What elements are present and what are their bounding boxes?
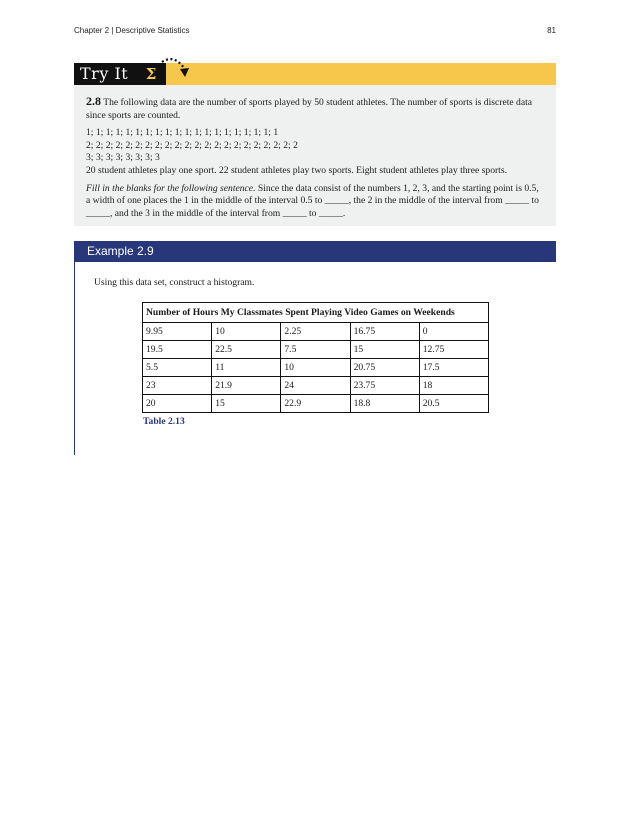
data-summary: 20 student athletes play one sport. 22 student athletes play two sports. Eight student athletes play three sports.: [86, 164, 507, 176]
table-cell: 20.75: [350, 359, 419, 377]
table-row: [143, 377, 489, 395]
table-cell: 20: [143, 395, 212, 413]
example-left-rule: [74, 262, 75, 455]
table-cell: 23.75: [350, 377, 419, 395]
table-cell: 15: [212, 395, 281, 413]
table-row: [143, 341, 489, 359]
try-it-intro: [86, 95, 544, 122]
table-cell: 10: [281, 359, 350, 377]
try-it-box: [74, 85, 556, 226]
table-cell: 2.25: [281, 323, 350, 341]
table-cell: 12.75: [419, 341, 488, 359]
table-cell: 21.9: [212, 377, 281, 395]
dotted-arrow-icon: [158, 56, 192, 82]
table-row: [143, 395, 489, 413]
table-cell: 5.5: [143, 359, 212, 377]
table-cell: 22.9: [281, 395, 350, 413]
page-header: [74, 24, 556, 38]
table-cell: 11: [212, 359, 281, 377]
sigma-icon: Σ: [145, 65, 157, 83]
exercise-number: 2.8: [86, 94, 101, 108]
example-instruction: Using this data set, construct a histogram.: [94, 277, 255, 288]
page-number: 81: [547, 26, 556, 35]
table-cell: 18.8: [350, 395, 419, 413]
table-header-row: [143, 303, 489, 323]
data-line-twos: 2; 2; 2; 2; 2; 2; 2; 2; 2; 2; 2; 2; 2; 2; 2; 2; 2; 2; 2; 2; 2; 2: [86, 139, 298, 151]
try-it-label: Try It: [74, 63, 166, 85]
table-caption: Table 2.13: [143, 416, 185, 427]
table-cell: 7.5: [281, 341, 350, 359]
table-cell: 22.5: [212, 341, 281, 359]
table-cell: 19.5: [143, 341, 212, 359]
table-header: Number of Hours My Classmates Spent Playing Video Games on Weekends: [143, 303, 489, 323]
table-cell: 16.75: [350, 323, 419, 341]
fill-in-question: [86, 183, 544, 221]
example-title: Example 2.9: [74, 241, 556, 262]
table-row: [143, 323, 489, 341]
table-cell: 20.5: [419, 395, 488, 413]
data-line-ones: 1; 1; 1; 1; 1; 1; 1; 1; 1; 1; 1; 1; 1; 1; 1; 1; 1; 1; 1; 1: [86, 127, 279, 139]
table-row: [143, 359, 489, 377]
table-cell: 15: [350, 341, 419, 359]
fill-in-text: Since the data consist of the numbers 1, 2, 3, and the starting point is 0.5, a width of one places the 1 in the middle of the interval 0.5 to _____, the 2 in the middle of the interval from _____ to _____, and the 3 in the middle of the interval from _____ to _____.: [86, 182, 539, 219]
exercise-intro-text: The following data are the number of sports played by 50 student athletes. The number of sports is discrete data since sports are counted.: [86, 97, 532, 121]
fill-in-prompt: Fill in the blanks for the following sentence.: [86, 182, 256, 194]
table-cell: 23: [143, 377, 212, 395]
data-line-threes: 3; 3; 3; 3; 3; 3; 3; 3: [86, 152, 160, 164]
table-cell: 24: [281, 377, 350, 395]
chapter-title: Chapter 2 | Descriptive Statistics: [74, 26, 190, 35]
table-cell: 9.95: [143, 323, 212, 341]
table-cell: 18: [419, 377, 488, 395]
table-cell: 17.5: [419, 359, 488, 377]
video-games-hours-table: [142, 302, 489, 413]
table-cell: 0: [419, 323, 488, 341]
table-cell: 10: [212, 323, 281, 341]
